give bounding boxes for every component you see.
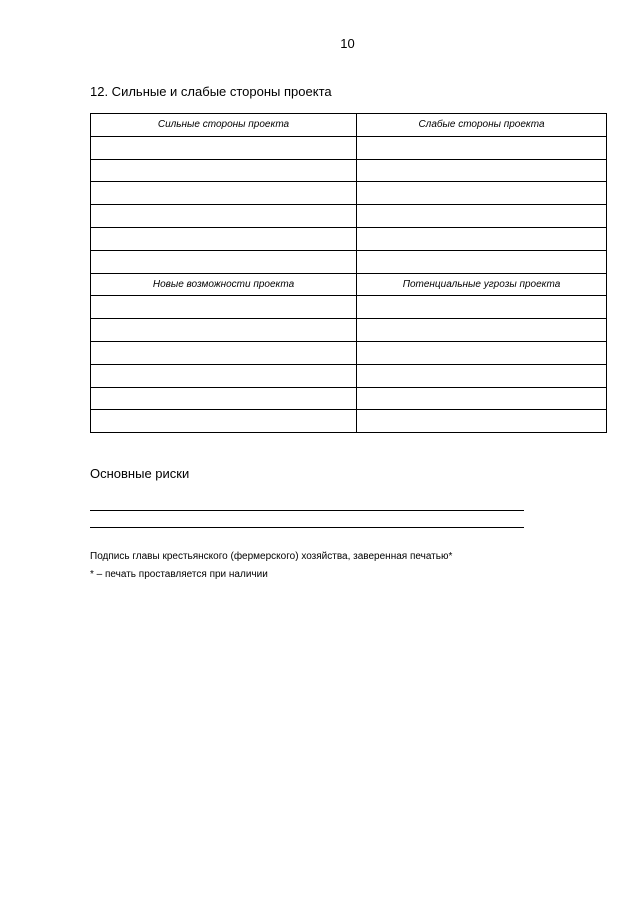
table-cell[interactable] — [357, 387, 607, 410]
page-number: 10 — [340, 36, 355, 51]
table-cell[interactable] — [357, 227, 607, 250]
risks-title: Основные риски — [90, 466, 190, 481]
table-row — [91, 159, 607, 182]
swot-table — [90, 113, 607, 433]
table-cell[interactable] — [357, 364, 607, 387]
table-cell[interactable] — [357, 296, 607, 319]
table-row — [91, 364, 607, 387]
table-row — [91, 182, 607, 205]
table-cell[interactable] — [91, 136, 357, 159]
table-row — [91, 136, 607, 159]
table-row — [91, 319, 607, 342]
table-cell[interactable] — [357, 136, 607, 159]
table-cell[interactable] — [91, 205, 357, 228]
table-row — [91, 296, 607, 319]
opportunities-header: Новые возможности проекта — [91, 273, 357, 296]
section-title: 12. Сильные и слабые стороны проекта — [90, 84, 332, 99]
table-cell[interactable] — [91, 227, 357, 250]
table-cell[interactable] — [91, 387, 357, 410]
strengths-header: Сильные стороны проекта — [91, 114, 357, 137]
table-cell[interactable] — [91, 364, 357, 387]
table-row — [91, 410, 607, 433]
table-row — [91, 273, 607, 296]
table-cell[interactable] — [357, 341, 607, 364]
table-cell[interactable] — [91, 250, 357, 273]
risks-fill-line[interactable] — [90, 527, 524, 528]
table-cell[interactable] — [91, 159, 357, 182]
table-row — [91, 114, 607, 137]
table-cell[interactable] — [357, 159, 607, 182]
table-cell[interactable] — [91, 296, 357, 319]
weaknesses-header: Слабые стороны проекта — [357, 114, 607, 137]
table-row — [91, 227, 607, 250]
risks-fill-line[interactable] — [90, 510, 524, 511]
table-cell[interactable] — [357, 182, 607, 205]
table-row — [91, 387, 607, 410]
table-cell[interactable] — [357, 205, 607, 228]
table-cell[interactable] — [357, 319, 607, 342]
table-cell[interactable] — [357, 410, 607, 433]
footnote: * – печать проставляется при наличии — [90, 569, 268, 580]
threats-header: Потенциальные угрозы проекта — [357, 273, 607, 296]
table-cell[interactable] — [91, 182, 357, 205]
table-row — [91, 250, 607, 273]
table-row — [91, 205, 607, 228]
table-row — [91, 341, 607, 364]
table-cell[interactable] — [91, 410, 357, 433]
table-cell[interactable] — [357, 250, 607, 273]
table-cell[interactable] — [91, 319, 357, 342]
table-cell[interactable] — [91, 341, 357, 364]
signature-caption: Подпись главы крестьянского (фермерского) хозяйства, заверенная печатью* — [90, 551, 453, 562]
